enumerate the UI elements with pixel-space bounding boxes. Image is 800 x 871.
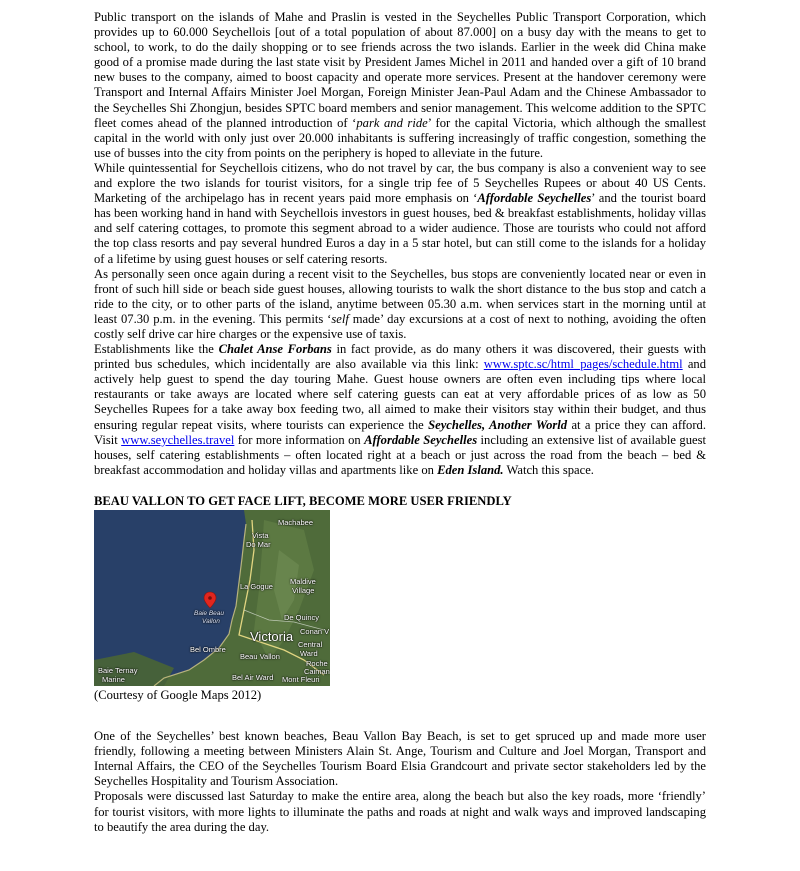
map-label-de-quincy: De Quincy (284, 613, 320, 622)
map-label-baie-ternay: Baie Ternay (98, 666, 138, 675)
map-label-bel-air-ward: Bel Air Ward (232, 673, 274, 682)
map-label-bel-ombre: Bel Ombre (190, 645, 226, 654)
map-label-central-ward-2: Ward (300, 649, 318, 658)
text-run: As personally seen once again during a recent visit to the Seychelles, bus stops are conveniently located near or even in front of such hill side or beach side guest houses, allowing tourists to walk the short distance to the bus stop and catch a ride to the city, or to other parts of the island, anytime between 05.30 a.m. when services start in the morning until at least 07.30 p.m. in the evening. This permits ‘ (94, 266, 706, 326)
text-run: for more information on (234, 432, 365, 447)
map-label-conan: Conan V (300, 627, 330, 636)
text-run: in fact provide, as do many others it was discovered, their guests with printed bus schedules, which incidentally are also available via this link: (94, 342, 706, 372)
map-label-beau-vallon: Beau Vallon (240, 652, 280, 661)
text-run: Watch this space. (503, 462, 594, 477)
map-label-la-gogue: La Gogue (240, 582, 273, 591)
paragraph-public-transport (94, 10, 706, 161)
section-heading: BEAU VALLON TO GET FACE LIFT, BECOME MORE USER FRIENDLY (94, 493, 512, 508)
map-label-baie-ternay-2: Marine (102, 675, 125, 684)
map-label-mont-fleuri: Mont Fleuri (282, 675, 320, 684)
paragraph-beau-vallon: One of the Seychelles’ best known beaches, Beau Vallon Bay Beach, is set to get spruced up and made more user friendly, following a meeting between Ministers Alain St. Ange, Tourism and Culture and Joel Morgan, Transport and Internal Affairs, the CEO of the Seychelles Tourism Board Elsia Grandcourt and private sector stakeholders led by the Seychelles Hospitality and Tourism Association. (94, 729, 706, 789)
text-run: and actively help guest to spend the day touring Mahe. Guest house owners are often even including tips where local restaurants or take aways are located where self catering guests can eat at very affordable prices of as low as 50 Seychelles Rupees for a take away box feeding two, all aimed to make their visitors stay within their budget, and thus ensuring regular repeat visits, where tourists can experience the (94, 357, 706, 432)
article (94, 10, 706, 835)
paragraph-bus-stops (94, 267, 706, 342)
map-label-vista-2: Do Mar (246, 540, 271, 549)
italic-run: park and ride (356, 115, 428, 130)
map-label-baie-beau-vallon: Baie Beau (194, 610, 224, 617)
map-label-maldive-2: Village (292, 586, 315, 595)
paragraph-establishments (94, 342, 706, 478)
text-run: ’ for the capital Victoria, which although the smallest capital in the world with only just over 20.000 inhabitants is suffering increasingly of traffic congestion, something the use of busses into the city from points on the periphery is hoped to alleviate in the future. (94, 115, 706, 160)
map-label-maldive: Maldive (290, 577, 316, 586)
map-label-roche-caiman: Roche (306, 659, 328, 668)
map-label-machabee: Machabee (278, 518, 314, 527)
bold-italic-run: Affordable Seychelles (477, 191, 592, 206)
map-label-victoria: Victoria (250, 629, 294, 644)
text-run: Establishments like the (94, 342, 219, 357)
text-run: made’ day excursions at a cost of next to nothing, avoiding the often costly self drive car hire charges or the expensive use of taxis. (94, 311, 706, 341)
italic-run: self (331, 311, 349, 326)
bold-italic-run: Eden Island. (437, 462, 504, 477)
map-image (94, 510, 330, 686)
map-graphic (94, 510, 330, 686)
text-run: Public transport on the islands of Mahe and Praslin is vested in the Seychelles Public Transport Corporation, which provides up to 60.000 Seychellois [out of a total population of about 87.000] on a busy day with the means to get to school, to work, to do the daily shopping or to see friends across the two islands. Earlier in the week did China make good of a promise made during the last state visit by President James Michel in 2011 and handed over a gift of 10 brand new buses to the company, aimed to boost capacity and operate more services. Present at the handover ceremony were Transport and Internal Affairs Minister Joel Morgan, Foreign Minister Jean-Paul Adam and the Chinese Ambassador to the Seychelles Shi Zhongjun, besides SPTC board members and senior management. This welcome addition to the SPTC fleet comes ahead of the planned introduction of ‘ (94, 10, 706, 130)
schedule-link[interactable]: www.sptc.sc/html_pages/schedule.html (483, 357, 683, 372)
bold-italic-run: Affordable Seychelles (364, 432, 478, 447)
paragraph-proposals: Proposals were discussed last Saturday to make the entire area, along the beach but also the key roads, more ‘friendly’ for tourist visitors, with more lights to illuminate the paths and roads at night and walk ways and improved landscaping to beautify the area during the day. (94, 789, 706, 834)
text-run: including an extensive list of available guest houses, self catering establishments – often located right at a beach or just across the road from the beach – bed & breakfast accommodation and holiday villas and apartments like on (94, 432, 706, 477)
map-label-roche-caiman-2: Caiman (304, 667, 330, 676)
map-label-vista: Vista (252, 531, 269, 540)
map-label-baie-beau-vallon-2: Vallon (202, 618, 220, 625)
text-run: ’ and the tourist board has been working hand in hand with Seychellois investors in guest houses, bed & breakfast establishments, holiday villas and self catering cottages, to promote this segment abroad to a wider audience. Those are tourists who could not afford the top class resorts and pay several hundred Euros a day in a 5 star hotel, but can still come to the islands for a holiday of a lifetime by using guest houses or self catering resorts. (94, 191, 706, 266)
bold-italic-run: Seychelles, Another World (428, 417, 568, 432)
map-label-central-ward: Central (298, 640, 323, 649)
paragraph-tourist-buses (94, 161, 706, 267)
text-run: at a price they can afford. Visit (94, 417, 706, 447)
text-run: While quintessential for Seychellois citizens, who do not travel by car, the bus company is also a convenient way to see and explore the two islands for tourist visitors, for a single trip fee of 5 Seychelles Rupees or about 40 US Cents. Marketing of the archipelago has in recent years paid more emphasis on ‘ (94, 160, 706, 206)
map-caption: (Courtesy of Google Maps 2012) (94, 688, 262, 702)
seychelles-travel-link[interactable]: www.seychelles.travel (121, 432, 235, 447)
bold-italic-run: Chalet Anse Forbans (218, 342, 332, 357)
